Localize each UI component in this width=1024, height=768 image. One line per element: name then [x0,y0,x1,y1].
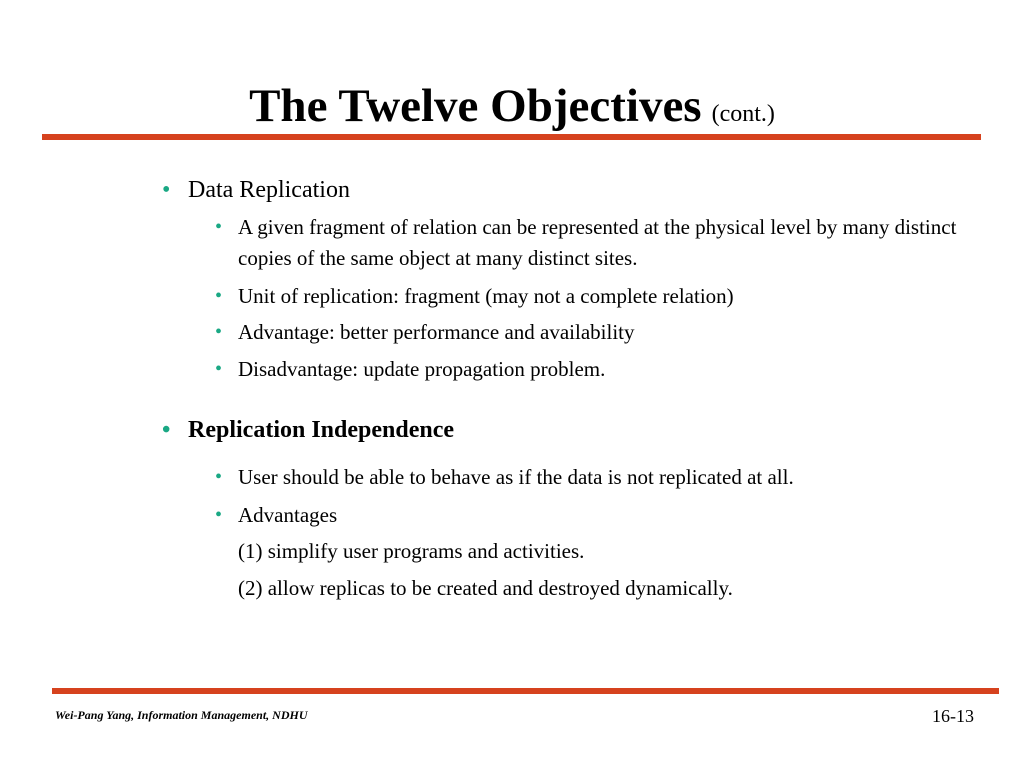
bullet-icon: • [215,285,223,307]
list-item [215,317,958,348]
list-item-text: Unit of replication: fragment (may not a complete relation) [238,284,734,308]
list-item [215,212,958,274]
bottom-divider [52,688,999,694]
list-item-text: Advantage: better performance and availability [238,320,635,344]
bullet-icon: • [215,504,223,526]
title-suffix: (cont.) [711,101,775,127]
section-heading-text: Data Replication [188,177,350,203]
list-item [215,500,958,531]
bullet-icon: • [215,216,223,238]
list-item [215,354,958,385]
list-item-continuation [238,573,958,604]
list-item-text: Advantages [238,503,338,527]
list-item [215,281,958,312]
page-number: 16-13 [932,706,974,726]
list-item-continuation [238,536,958,567]
bullet-icon: • [162,177,171,203]
list-item-text: Disadvantage: update propagation problem. [238,357,606,381]
list-item [215,462,958,493]
footer-author: Wei-Pang Yang, Information Management, NDHU [55,708,308,722]
bullet-icon: • [215,358,223,380]
section-heading-text: Replication Independence [188,417,455,443]
list-item-text: (2) allow replicas to be created and destroyed dynamically. [238,576,733,600]
list-item-text: User should be able to behave as if the data is not replicated at all. [238,465,794,489]
bullet-icon: • [215,321,223,343]
top-divider [42,134,981,140]
section-heading-replication-independence [162,416,455,444]
bullet-icon: • [162,417,171,443]
title-main: The Twelve Objectives [249,80,702,132]
bullet-icon: • [215,466,223,488]
list-item-text: A given fragment of relation can be represented at the physical level by many distinct copies of the same object at many distinct sites. [238,215,957,270]
section-heading-data-replication [162,176,350,204]
list-item-text: (1) simplify user programs and activities. [238,539,585,563]
